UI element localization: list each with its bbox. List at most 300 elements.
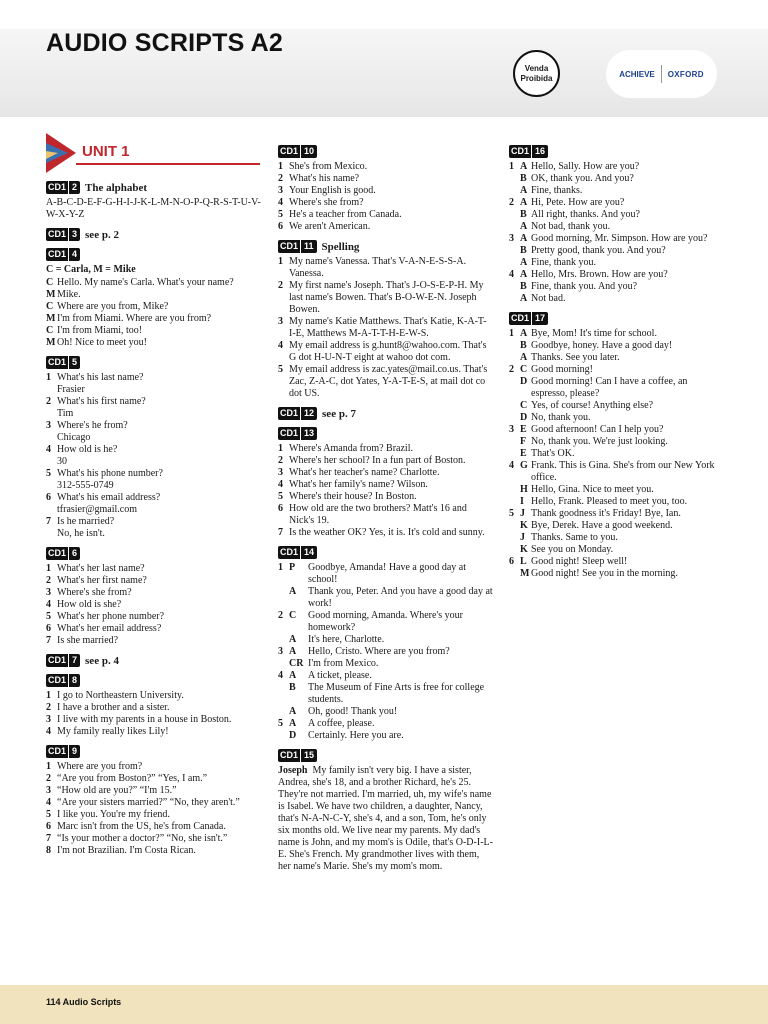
line-text: Hello. My name's Carla. What's your name? (57, 277, 234, 288)
exchange-number: 3 (509, 424, 514, 435)
dialogue-line (278, 658, 493, 670)
item-number: 2 (278, 280, 283, 291)
list-item (46, 821, 261, 833)
cd-label: CD1 (511, 146, 530, 156)
exchange-number: 4 (509, 460, 514, 471)
item-text: My email address is g.hunt8@wahoo.com. That's G dot H-U-N-T eight at wahoo dot com. (289, 340, 487, 363)
track-header (278, 749, 493, 762)
item-number: 7 (46, 516, 51, 527)
track-tag (46, 248, 80, 261)
speaker-letter: F (520, 436, 527, 447)
item-number: 2 (46, 575, 51, 586)
track-header (46, 228, 261, 241)
speaker-letter: I (520, 496, 524, 507)
unit-heading (46, 133, 260, 173)
line-text: Hello, Frank. Pleased to meet you, too. (531, 496, 688, 507)
item-text: My family really likes Lily! (57, 726, 169, 737)
speaker-letter: A (520, 257, 528, 268)
line-text: A coffee, please. (308, 718, 375, 729)
dialogue-line (278, 706, 493, 718)
dialogue-line (46, 277, 261, 289)
speaker-letter: J (520, 532, 525, 543)
oxford-logo: OXFORD (667, 69, 704, 79)
track-number: 8 (69, 674, 80, 687)
exchange-number (278, 586, 289, 610)
list-item (278, 161, 493, 173)
list-item (278, 527, 493, 539)
dialogue-line (46, 313, 261, 325)
track-header (509, 145, 724, 158)
item-number: 1 (46, 563, 51, 574)
track-cd1-8 (46, 674, 261, 738)
track-number: 13 (301, 427, 317, 440)
dialogue-lines (509, 328, 724, 580)
track-header (278, 145, 493, 158)
exchange-number (509, 245, 520, 257)
achieve-logo: ACHIEVE (619, 69, 655, 79)
speaker-letter: C (46, 301, 54, 312)
exchange-number (509, 340, 520, 352)
item-number: 1 (278, 161, 283, 172)
cd-label: CD1 (48, 675, 67, 685)
exchange-number (278, 634, 289, 646)
item-number: 4 (46, 444, 51, 455)
unit-arrow-icon (46, 133, 76, 173)
exchange-number (278, 706, 289, 718)
dialogue-line (509, 376, 724, 400)
item-text: What's her email address? (57, 623, 162, 634)
speaker-letter: A (520, 328, 528, 339)
cd-label: CD1 (48, 655, 67, 665)
item-text: What's his name? (289, 173, 360, 184)
qa-list (46, 372, 261, 540)
cd-label: CD1 (511, 313, 530, 323)
answer-text: tfrasier@gmail.com (57, 504, 138, 515)
speaker-letter: A (289, 646, 297, 657)
exchange-number: 3 (278, 646, 283, 657)
cd-label: CD1 (280, 547, 299, 557)
line-text: Fine, thank you. (531, 257, 596, 268)
item-number: 4 (46, 726, 51, 737)
item-text: Where's her school? In a fun part of Boston. (289, 455, 466, 466)
track-number: 12 (301, 407, 317, 420)
question-row (46, 372, 261, 384)
exchange-number (509, 448, 520, 460)
speaker-letter: A (289, 670, 297, 681)
item-number: 6 (46, 492, 51, 503)
track-tag (46, 181, 80, 194)
track-number: 4 (69, 248, 80, 261)
answer-text: Frasier (57, 384, 85, 395)
exchange-number: 1 (509, 328, 514, 339)
dialogue-line (509, 328, 724, 340)
speaker-letter: B (520, 340, 527, 351)
track-header (46, 674, 261, 687)
list-item (46, 635, 261, 647)
dialogue-line (278, 718, 493, 730)
track-tag (278, 546, 317, 559)
speaker-letter: M (46, 289, 56, 300)
track-cd1-3 (46, 228, 261, 241)
exchange-number (509, 209, 520, 221)
track-tag (278, 145, 317, 158)
item-number: 3 (46, 785, 51, 796)
line-text: Mike. (57, 289, 81, 300)
item-text: I like you. You're my friend. (57, 809, 170, 820)
track-tag (278, 407, 317, 420)
speaker-letter: D (520, 376, 528, 387)
speaker-letter: A (520, 269, 528, 280)
numbered-list (46, 563, 261, 647)
item-text: Your English is good. (289, 185, 376, 196)
question-row (46, 420, 261, 432)
dialogue-line (509, 556, 724, 568)
cd-label: CD1 (280, 241, 299, 251)
question-row (46, 516, 261, 528)
exchange-number (509, 544, 520, 556)
dialogue-line (509, 496, 724, 508)
list-item (278, 340, 493, 364)
item-number: 6 (46, 623, 51, 634)
list-item (278, 479, 493, 491)
dialogue-line (278, 682, 493, 706)
column-2 (278, 145, 493, 880)
list-item (278, 467, 493, 479)
track-cd1-7 (46, 654, 261, 667)
exchange-number (509, 185, 520, 197)
item-text: My first name's Joseph. That's J-O-S-E-P-H. My last name's Bowen. That's B-O-W-E-N. Joseph Bowen. (289, 280, 484, 315)
line-text: Fine, thanks. (531, 185, 583, 196)
question-row (46, 444, 261, 456)
item-number: 4 (278, 340, 283, 351)
list-item (46, 845, 261, 857)
dialogue-line (509, 568, 724, 580)
speaker-letter: B (289, 682, 296, 693)
list-item (46, 611, 261, 623)
line-text: All right, thanks. And you? (531, 209, 640, 220)
alphabet-text: A-B-C-D-E-F-G-H-I-J-K-L-M-N-O-P-Q-R-S-T-U-V-W-X-Y-Z (46, 197, 261, 220)
track-title: The alphabet (85, 181, 148, 194)
question-text: Where's he from? (57, 420, 128, 431)
track-cd1-2 (46, 181, 261, 221)
cd-label: CD1 (48, 249, 67, 259)
item-number: 3 (46, 420, 51, 431)
list-item (278, 221, 493, 233)
answer-text: 312-555-0749 (57, 480, 114, 491)
exchange-number (509, 257, 520, 269)
dialogue-lines (278, 562, 493, 742)
speaker-letter: A (520, 221, 528, 232)
list-item (46, 809, 261, 821)
item-number: 7 (46, 635, 51, 646)
exchange-number: 4 (509, 269, 514, 280)
track-tag (46, 356, 80, 369)
dialogue-line (509, 173, 724, 185)
line-text: Good night! See you in the morning. (531, 568, 678, 579)
track-tag (278, 240, 317, 253)
speaker-letter: CR (289, 658, 304, 669)
list-item (278, 185, 493, 197)
line-text: Good morning! Can I have a coffee, an espresso, please? (531, 376, 688, 399)
dialogue-line (278, 730, 493, 742)
list-item (278, 197, 493, 209)
venda-proibida-badge (513, 50, 560, 97)
cd-label: CD1 (48, 357, 67, 367)
item-text: Is she married? (57, 635, 119, 646)
speaker-letter: C (520, 364, 528, 375)
list-item (46, 599, 261, 611)
item-number: 3 (46, 587, 51, 598)
speaker-letter: A (520, 352, 528, 363)
track-header (46, 547, 261, 560)
track-cd1-14 (278, 546, 493, 742)
speaker-letter: D (289, 730, 297, 741)
question-text: How old is he? (57, 444, 118, 455)
track-number: 16 (532, 145, 548, 158)
dialogue-line (509, 209, 724, 221)
list-item (46, 797, 261, 809)
item-text: Where's she from? (57, 587, 132, 598)
speaker-letter: A (520, 233, 528, 244)
dialogue-line (509, 245, 724, 257)
list-item (278, 491, 493, 503)
line-text: Good morning, Mr. Simpson. How are you? (531, 233, 708, 244)
numbered-list (46, 761, 261, 857)
item-text: How old are the two brothers? Matt's 16 and Nick's 19. (289, 503, 467, 526)
item-text: What's her last name? (57, 563, 145, 574)
exchange-number (509, 484, 520, 496)
line-text: I'm from Miami. Where are you from? (57, 313, 212, 324)
track-cd1-15 (278, 749, 493, 873)
track-tag (509, 145, 548, 158)
item-number: 2 (278, 173, 283, 184)
dialogue-line (46, 301, 261, 313)
column-1 (46, 181, 261, 864)
publisher-logos (606, 50, 717, 98)
item-number: 6 (278, 221, 283, 232)
dialogue-line (509, 412, 724, 424)
list-item (278, 316, 493, 340)
track-number: 7 (69, 654, 80, 667)
item-number: 5 (278, 364, 283, 375)
line-text: See you on Monday. (531, 544, 614, 555)
dialogue-lines (509, 161, 724, 305)
line-text: Hello, Gina. Nice to meet you. (531, 484, 654, 495)
speaker-letter: C (289, 610, 297, 621)
line-text: Not bad, thank you. (531, 221, 611, 232)
item-text: What's her phone number? (57, 611, 165, 622)
item-number: 8 (46, 845, 51, 856)
track-header (46, 181, 261, 194)
dialogue-lines (46, 277, 261, 349)
speaker-letter: B (520, 173, 527, 184)
track-tag (46, 547, 80, 560)
track-title: see p. 2 (85, 228, 119, 241)
item-text: Marc isn't from the US, he's from Canada. (57, 821, 226, 832)
badge-line-1: Venda (524, 63, 549, 73)
item-number: 4 (46, 797, 51, 808)
line-text: I'm from Mexico. (308, 658, 379, 669)
speaker-letter: C (520, 400, 528, 411)
badge-line-2: Proibida (520, 73, 553, 83)
numbered-list (278, 161, 493, 233)
dialogue-line (509, 340, 724, 352)
line-text: Hello, Sally. How are you? (531, 161, 640, 172)
dialogue-line (278, 562, 493, 586)
dialogue-line (509, 233, 724, 245)
unit-title: UNIT 1 (82, 143, 130, 160)
speaker-letter: K (520, 520, 528, 531)
exchange-number: 5 (509, 508, 514, 519)
numbered-list (278, 443, 493, 539)
list-item (46, 623, 261, 635)
item-number: 5 (278, 209, 283, 220)
dialogue-line (278, 646, 493, 658)
line-text: Fine, thank you. And you? (531, 281, 638, 292)
question-text: What's his email address? (57, 492, 161, 503)
track-header (46, 745, 261, 758)
exchange-number (278, 730, 289, 742)
speaker-letter: A (520, 161, 528, 172)
exchange-number: 6 (509, 556, 514, 567)
cd-label: CD1 (280, 428, 299, 438)
list-item (46, 714, 261, 726)
dialogue-line (509, 532, 724, 544)
item-text: Where's she from? (289, 197, 364, 208)
item-text: We aren't American. (289, 221, 371, 232)
question-row (46, 396, 261, 408)
speaker-letter: A (520, 185, 528, 196)
line-text: Good morning, Amanda. Where's your homework? (308, 610, 463, 633)
track-number: 6 (69, 547, 80, 560)
numbered-list (278, 256, 493, 400)
list-item (46, 773, 261, 785)
dialogue-line (278, 634, 493, 646)
item-number: 1 (278, 256, 283, 267)
question-row (46, 468, 261, 480)
exchange-number (509, 520, 520, 532)
item-number: 4 (278, 197, 283, 208)
item-text: What's her family's name? Wilson. (289, 479, 428, 490)
track-header (278, 240, 493, 253)
list-item (46, 575, 261, 587)
dialogue-line (509, 424, 724, 436)
dialogue-line (46, 289, 261, 301)
item-number: 1 (46, 761, 51, 772)
track-cd1-16 (509, 145, 724, 305)
answer-text: 30 (57, 456, 67, 467)
item-text: I'm not Brazilian. I'm Costa Rican. (57, 845, 196, 856)
track-number: 17 (532, 312, 548, 325)
list-item (46, 761, 261, 773)
dialogue-line (278, 610, 493, 634)
track-number: 3 (69, 228, 80, 241)
page-number-label: 114 Audio Scripts (46, 997, 122, 1007)
item-number: 3 (278, 467, 283, 478)
exchange-number: 2 (509, 364, 514, 375)
speaker-letter: M (46, 337, 56, 348)
exchange-number (509, 281, 520, 293)
track-tag (46, 674, 80, 687)
item-number: 1 (278, 443, 283, 454)
line-text: No, thank you. (531, 412, 591, 423)
line-text: No, thank you. We're just looking. (531, 436, 668, 447)
speaker-letter: M (520, 568, 530, 579)
track-number: 2 (69, 181, 80, 194)
speaker-letter: A (289, 718, 297, 729)
dialogue-line (509, 281, 724, 293)
item-number: 2 (46, 773, 51, 784)
item-number: 4 (278, 479, 283, 490)
page-footer (0, 985, 768, 1024)
dialogue-line (509, 293, 724, 305)
dialogue-line (509, 364, 724, 376)
dialogue-line (509, 221, 724, 233)
item-text: He's a teacher from Canada. (289, 209, 402, 220)
column-3 (509, 145, 724, 587)
item-text: My email address is zac.yates@mail.co.us. That's Zac, Z-A-C, dot Yates, Y-A-T-E-S, at mail dot co dot US. (289, 364, 488, 399)
speaker-letter: A (289, 634, 297, 645)
dialogue-line (509, 400, 724, 412)
exchange-number (509, 173, 520, 185)
list-item (46, 587, 261, 599)
line-text: I'm from Miami, too! (57, 325, 143, 336)
list-item (46, 833, 261, 845)
list-item (278, 364, 493, 400)
speaker-letter: M (46, 313, 56, 324)
line-text: Certainly. Here you are. (308, 730, 404, 741)
line-text: Good afternoon! Can I help you? (531, 424, 664, 435)
item-number: 5 (46, 809, 51, 820)
speaker-letter: C (46, 277, 54, 288)
cd-label: CD1 (48, 548, 67, 558)
monologue-text: My family isn't very big. I have a sister, Andrea, she's 18, and a brother Richard, he's 25. They're not married. I'm married, uh, my wife's name is Isabel. We have two children, a daughter, Nancy, that's N-A-N-C-Y, she's 4, and a son, Tom, he's only six months old. We live near my parents. My dad's name is John, and my mom's is Odile, that's O-D-I-L-E. She's French. My grandmother lives with them, her name's Marie. She's my mom's mom. (278, 765, 493, 872)
track-number: 10 (301, 145, 317, 158)
cd-label: CD1 (48, 746, 67, 756)
list-item (278, 443, 493, 455)
dialogue-line (46, 337, 261, 349)
list-item (46, 726, 261, 738)
track-number: 15 (301, 749, 317, 762)
dialogue-line (509, 484, 724, 496)
list-item (46, 785, 261, 797)
item-number: 3 (278, 185, 283, 196)
item-number: 3 (278, 316, 283, 327)
dialogue-line (509, 161, 724, 173)
item-text: I go to Northeastern University. (57, 690, 184, 701)
line-text: Frank. This is Gina. She's from our New York office. (531, 460, 715, 483)
line-text: Goodbye, Amanda! Have a good day at school! (308, 562, 467, 585)
track-header (278, 427, 493, 440)
question-row (46, 492, 261, 504)
item-number: 7 (278, 527, 283, 538)
item-text: I live with my parents in a house in Boston. (57, 714, 232, 725)
track-tag (509, 312, 548, 325)
track-cd1-4 (46, 248, 261, 349)
exchange-number (509, 532, 520, 544)
track-title: see p. 7 (322, 407, 356, 420)
speaker-letter: C (46, 325, 54, 336)
exchange-number (509, 412, 520, 424)
item-text: She's from Mexico. (289, 161, 368, 172)
track-cd1-10 (278, 145, 493, 233)
speaker-letter: D (520, 412, 528, 423)
item-number: 6 (278, 503, 283, 514)
track-title: Spelling (321, 240, 360, 253)
dialogue-line (509, 269, 724, 281)
line-text: Good night! Sleep well! (531, 556, 628, 567)
line-text: A ticket, please. (308, 670, 372, 681)
